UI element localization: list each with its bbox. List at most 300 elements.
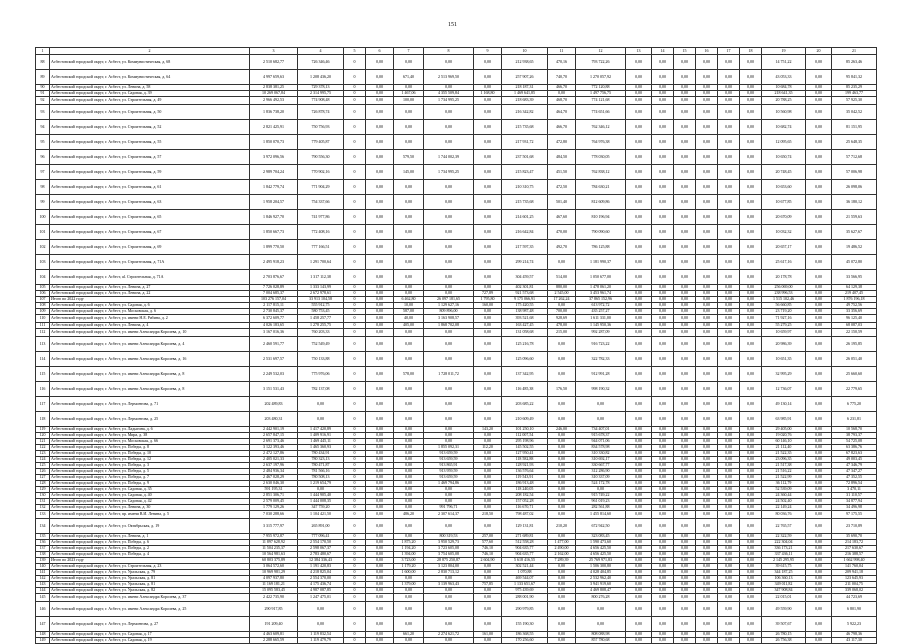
value-cell: 0,00 [366,540,394,546]
value-cell: 10 564 981,63 [250,552,298,558]
value-cell: 587,00 [394,309,424,315]
value-cell: 524 172,78 [576,481,626,487]
value-cell: 97 175,55 [832,511,877,519]
table-row [36,352,877,367]
value-cell: 0,00 [424,412,474,427]
value-cell: 0,00 [626,632,652,638]
column-number-row [36,48,877,55]
address-cell: Асбестовский городской округ, г. Асбест, ул. Ленина, д. 4 [50,323,250,329]
value-cell: 0,00 [740,329,762,337]
value-cell: 25 769 971,83 [576,558,626,564]
value-cell: 57 712,68 [832,150,877,165]
value-cell: 19 020,76 [762,433,806,439]
value-cell: 672 942,50 [576,519,626,534]
value-cell: 347 908,84 [762,588,806,594]
value-cell: 4 997 659,63 [250,70,298,85]
value-cell: 0,00 [806,240,832,255]
value-cell: 5 618 416,55 [502,558,548,564]
value-cell: 1 734 995,25 [424,97,474,105]
value-cell: 71 927,16 [762,315,806,323]
value-cell: 0,00 [652,487,674,493]
value-cell: 0,00 [696,475,718,481]
address-cell: Асбестовский городской округ, г. Асбест, ул. Победы, д. 12 [50,457,250,463]
value-cell: 0,00 [652,638,674,644]
value-cell: 0,00 [740,85,762,91]
value-cell: 101 250,10 [502,427,548,433]
value-cell: 118 582,88 [502,457,548,463]
value-cell: 347 759,20 [298,505,344,511]
value-cell: 0,00 [366,225,394,240]
value-cell: 128 921,93 [502,463,548,469]
value-cell: 0,00 [548,632,576,638]
value-cell: 0,00 [424,493,474,499]
row-number-cell: 145 [36,594,50,602]
value-cell: 0,00 [806,487,832,493]
value-cell: 0,00 [718,412,740,427]
value-cell: 0,00 [674,240,696,255]
table-row [36,55,877,70]
value-cell: 2 545,00 [548,291,576,297]
value-cell: 22 322,59 [762,534,806,540]
address-cell: Асбестовский городской округ, г. Асбест, ул. Садовая, д. 6 [50,303,250,309]
value-cell: 0,00 [548,602,576,617]
row-number-cell: 146 [36,602,50,617]
value-cell: 478,00 [548,323,576,329]
value-cell: 214 183,72 [832,540,877,546]
value-cell: 0 [344,323,366,329]
value-cell: 3 139 963,43 [424,582,474,588]
value-cell: 0,00 [652,439,674,445]
value-cell: 0,00 [366,165,394,180]
value-cell: 1 611 331,00 [576,315,626,323]
value-cell: 310 337,09 [576,475,626,481]
value-cell: 0,00 [806,505,832,511]
value-cell: 0,00 [626,487,652,493]
value-cell: 0,00 [626,457,652,463]
value-cell: 0,00 [674,165,696,180]
value-cell: 0,00 [806,297,832,303]
column-number-cell: 20 [806,48,832,55]
value-cell: 727,89 [474,291,502,297]
value-cell: 0,00 [474,105,502,120]
value-cell: 0,00 [424,291,474,297]
value-cell: 0 [344,602,366,617]
value-cell: 15 095 583,45 [250,588,298,594]
value-cell: 219 407,45 [832,291,877,297]
value-cell: 0,00 [366,270,394,285]
value-cell: 470,00 [548,225,576,240]
table-row [36,617,877,632]
value-cell: 160,00 [474,303,502,309]
value-cell: 0,00 [718,451,740,457]
value-cell: 0,00 [394,105,424,120]
value-cell: 0,00 [806,632,832,638]
value-cell: 10 684,78 [762,85,806,91]
value-cell: 0,00 [474,85,502,91]
value-cell: 961 019,23 [576,499,626,505]
address-cell: Асбестовский городской округ, г. Асбест, ул. Садовая, д. 17 [50,632,250,638]
value-cell: 0,00 [424,270,474,285]
value-cell: 0,00 [626,105,652,120]
value-cell: 2 307 614,37 [424,511,474,519]
value-cell: 9 175 066,91 [502,297,548,303]
value-cell: 217 931,72 [502,135,548,150]
value-cell: 3 122 393,46 [250,445,298,451]
value-cell: 1 958 204,57 [250,195,298,210]
value-cell: 0,00 [424,255,474,270]
value-cell: 210,20 [548,519,576,534]
value-cell: 0,00 [806,445,832,451]
value-cell: 1 317 112,38 [298,270,344,285]
table-row [36,120,877,135]
value-cell: 0,00 [718,487,740,493]
row-number-cell: 130 [36,493,50,499]
table-row [36,135,877,150]
value-cell: 0,00 [626,329,652,337]
value-cell: 0,00 [718,150,740,165]
value-cell: 512 558,28 [502,540,548,546]
value-cell: 0,00 [394,337,424,352]
address-cell: Асбестовский городской округ, г. Асбест, ул. Лермонтова, д. 71 [50,397,250,412]
value-cell: 1 875,20 [394,540,424,546]
row-number-cell: 135 [36,534,50,540]
value-cell: 4 987 087,85 [298,588,344,594]
value-cell: 0,00 [806,120,832,135]
value-cell: 0,00 [718,210,740,225]
value-cell: 0,00 [652,427,674,433]
value-cell: 216 388,57 [832,552,877,558]
address-cell: Асбестовский городской округ, г. Асбест, ул. имени Александра Королева, д. 8 [50,382,250,397]
value-cell: 2 513 969,50 [424,70,474,85]
value-cell: 0,00 [718,255,740,270]
value-cell: 812 609,86 [576,195,626,210]
value-cell: 0,00 [626,594,652,602]
value-cell: 0,00 [652,412,674,427]
value-cell: 0,00 [366,285,394,291]
value-cell: 0,00 [674,85,696,91]
value-cell: 138 987,48 [502,309,548,315]
value-cell: 0,00 [394,270,424,285]
value-cell: 0,00 [696,617,718,632]
value-cell: 764 976,38 [576,135,626,150]
value-cell: 0,00 [652,297,674,303]
value-cell: 0 [344,397,366,412]
value-cell: 0,00 [366,210,394,225]
value-cell: 0,00 [424,240,474,255]
value-cell: 0,00 [806,582,832,588]
address-cell: Асбестовский городской округ, г. Асбест, ул. Строительная, д. 23 [50,564,250,570]
value-cell: 0,00 [696,91,718,97]
value-cell: 0,00 [366,412,394,427]
value-cell: 0,00 [394,352,424,367]
row-number-cell: 136 [36,540,50,546]
value-cell: 0,00 [740,469,762,475]
value-cell: 0,00 [394,225,424,240]
value-cell: 40,00 [394,315,424,323]
value-cell: 118 240,05 [502,487,548,493]
value-cell: 0,00 [366,445,394,451]
value-cell: 163 427,45 [502,323,548,329]
value-cell: 0,00 [366,291,394,297]
value-cell: 344 187,25 [762,570,806,576]
value-cell: 0,00 [696,315,718,323]
value-cell: 0,00 [740,582,762,588]
value-cell: 0,00 [806,564,832,570]
value-cell: 22 779,65 [832,382,877,397]
value-cell: 0,00 [696,70,718,85]
value-cell: 26 780,15 [762,632,806,638]
value-cell: 0,00 [740,594,762,602]
value-cell: 0,00 [696,505,718,511]
value-cell: 0,00 [652,594,674,602]
value-cell: 1 846 927,70 [250,210,298,225]
column-number-cell: 3 [250,48,298,55]
value-cell: 0,00 [474,323,502,329]
value-cell: 2 730 845,37 [250,309,298,315]
value-cell: 0,00 [806,397,832,412]
value-cell: 0,00 [740,433,762,439]
value-cell: 1 899 770,50 [250,240,298,255]
value-cell: 0,00 [718,382,740,397]
address-cell: Асбестовский городской округ, г. Асбест, ул. Строительная, д. 50 [50,105,250,120]
value-cell: 0 [344,499,366,505]
value-cell: 0,00 [424,210,474,225]
value-cell: 49 752,56 [832,303,877,309]
value-cell: 19 486,52 [832,240,877,255]
value-cell: 0,00 [474,255,502,270]
column-number-cell: 11 [548,48,576,55]
value-cell: 1 191 420,83 [298,564,344,570]
value-cell: 10 651,35 [762,352,806,367]
value-cell: 904 635,77 [502,546,548,552]
column-number-cell: 4 [298,48,344,55]
value-cell: 0,00 [718,463,740,469]
value-cell: 6 372 609,77 [250,315,298,323]
row-number-cell: 95 [36,135,50,150]
value-cell: 1 104 421,50 [298,511,344,519]
value-cell: 0,00 [366,558,394,564]
value-cell: 1 465 360,93 [298,445,344,451]
value-cell: 0,00 [394,180,424,195]
value-cell: 0,00 [740,397,762,412]
address-cell: Асбестовский городской округ, г. Асбест, ул. Строительная, д. 52 [50,120,250,135]
value-cell: 81 151,95 [832,120,877,135]
value-cell: 0 [344,240,366,255]
value-cell: 0,00 [298,602,344,617]
value-cell: 0,00 [474,433,502,439]
value-cell: 0,00 [718,638,740,644]
value-cell: 0,00 [696,582,718,588]
value-cell: 10 560,98 [762,105,806,120]
value-cell: 0,00 [548,564,576,570]
value-cell: 0,00 [474,397,502,412]
value-cell: 741 977,86 [298,210,344,225]
value-cell: 0 [344,552,366,558]
value-cell: 49 003,45 [832,457,877,463]
value-cell: 0,00 [626,303,652,309]
row-number-cell: 92 [36,97,50,105]
value-cell: 0,00 [696,439,718,445]
table-row [36,180,877,195]
value-cell: 0,00 [806,588,832,594]
value-cell: 2 405 021,33 [250,457,298,463]
value-cell: 0,00 [740,285,762,291]
value-cell: 464,70 [548,105,576,120]
value-cell: 0,00 [718,270,740,285]
value-cell: 0,00 [548,433,576,439]
value-cell: 0,00 [718,329,740,337]
value-cell: 214 601,25 [502,210,548,225]
value-cell: 3 723,00 [394,558,424,564]
value-cell: 23 096,35 [762,457,806,463]
value-cell: 0,00 [718,576,740,582]
value-cell: 0,00 [740,475,762,481]
value-cell: 0 [344,412,366,427]
value-cell: 0,00 [674,582,696,588]
value-cell: 0 [344,225,366,240]
value-cell: 0,00 [366,382,394,397]
value-cell: 29 405,00 [762,427,806,433]
row-number-cell: 107 [36,297,50,303]
value-cell: 1 194,20 [394,546,424,552]
value-cell: 26 098,06 [832,180,877,195]
value-cell: 0,00 [474,329,502,337]
value-cell: 771 904,29 [298,180,344,195]
value-cell: 282 561,88 [576,505,626,511]
value-cell: 0,00 [652,564,674,570]
value-cell: 0,00 [674,352,696,367]
value-cell: 0,00 [740,91,762,97]
value-cell: 0 [344,451,366,457]
table-row [36,240,877,255]
value-cell: 0,00 [740,225,762,240]
value-cell: 775 976,06 [298,367,344,382]
value-cell: 770 902,16 [298,165,344,180]
value-cell: 0,00 [474,469,502,475]
value-cell: 0,00 [696,329,718,337]
value-cell: 915 749,22 [576,493,626,499]
value-cell: 0,00 [366,309,394,315]
value-cell: 1 455 814,60 [576,511,626,519]
value-cell: 0,00 [474,150,502,165]
value-cell: 0,00 [740,546,762,552]
value-cell: 295 198,96 [502,439,548,445]
address-cell: Асбестовский городской округ, г. Асбест, ул. Коммунистическая, д. 68 [50,55,250,70]
value-cell: 0,00 [696,120,718,135]
value-cell: 0,00 [366,499,394,505]
value-cell: 0,00 [626,576,652,582]
value-cell: 0,00 [474,309,502,315]
row-number-cell: 117 [36,397,50,412]
value-cell: 466,70 [548,120,576,135]
table-row [36,382,877,397]
value-cell: 3 941 919,60 [576,582,626,588]
table-row [36,97,877,105]
value-cell: 0,00 [696,427,718,433]
value-cell: 810 196,94 [576,210,626,225]
value-cell: 215 735,68 [502,120,548,135]
value-cell: 0,00 [366,105,394,120]
value-cell: 0,00 [474,240,502,255]
row-number-cell: 94 [36,120,50,135]
address-cell: Асбестовский городской округ, г. Асбест, ул. Победы, д. 6 [50,540,250,546]
value-cell: 0,00 [674,210,696,225]
value-cell: 435 257,27 [576,309,626,315]
value-cell: 186 368,55 [502,632,548,638]
value-cell: 100,00 [394,97,424,105]
row-number-cell: 89 [36,70,50,85]
value-cell: 1 600,00 [394,570,424,576]
value-cell: 141 760,04 [832,564,877,570]
value-cell: 0,00 [626,70,652,85]
address-cell: Итого по 2022 году [50,297,250,303]
value-cell: 0,00 [576,487,626,493]
value-cell: 0,00 [740,291,762,297]
value-cell: 0 [344,85,366,91]
table-row [36,511,877,519]
value-cell: 469 544,07 [502,576,548,582]
value-cell: 798 487,02 [502,511,548,519]
value-cell: 0,00 [548,469,576,475]
value-cell: 0,00 [474,487,502,493]
value-cell: 1 270 057,92 [576,70,626,85]
value-cell: 349 011,82 [762,582,806,588]
value-cell: 880,00 [548,285,576,291]
value-cell: 203 685,22 [502,397,548,412]
value-cell: 23 719,20 [762,309,806,315]
row-number-cell: 115 [36,367,50,382]
value-cell: 0,00 [674,309,696,315]
value-cell: 0,00 [626,552,652,558]
value-cell: 21 516,22 [762,469,806,475]
value-cell: 0 [344,270,366,285]
table-row [36,594,877,602]
value-cell: 0,00 [696,469,718,475]
value-cell: 0,00 [548,445,576,451]
row-number-cell: 112 [36,329,50,337]
value-cell: 0 [344,564,366,570]
value-cell: 1 379,00 [394,582,424,588]
value-cell: 0,00 [424,602,474,617]
value-cell: 0,00 [806,439,832,445]
value-cell: 0,00 [652,135,674,150]
value-cell: 0,00 [806,97,832,105]
value-cell: 0,00 [696,558,718,564]
value-cell: 0,00 [548,255,576,270]
value-cell: 0,00 [652,120,674,135]
value-cell: 0 [344,195,366,210]
value-cell: 0,00 [474,570,502,576]
value-cell: 0,00 [718,97,740,105]
value-cell: 0,00 [548,481,576,487]
value-cell: 0 [344,291,366,297]
value-cell: 0,00 [718,337,740,352]
value-cell: 4 656 425,50 [576,546,626,552]
value-cell: 726 346,46 [298,55,344,70]
value-cell: 21 522,35 [762,451,806,457]
value-cell: 1 119 832,54 [298,632,344,638]
value-cell: 0,00 [718,309,740,315]
value-cell: 486,20 [394,511,424,519]
column-number-cell: 5 [344,48,366,55]
value-cell: 2 484 936,34 [250,469,298,475]
value-cell: 0,00 [740,382,762,397]
value-cell: 0,00 [424,329,474,337]
value-cell: 0 [344,469,366,475]
value-cell: 0,00 [696,570,718,576]
value-cell: 762 346,12 [576,120,626,135]
value-cell: 0,00 [626,519,652,534]
